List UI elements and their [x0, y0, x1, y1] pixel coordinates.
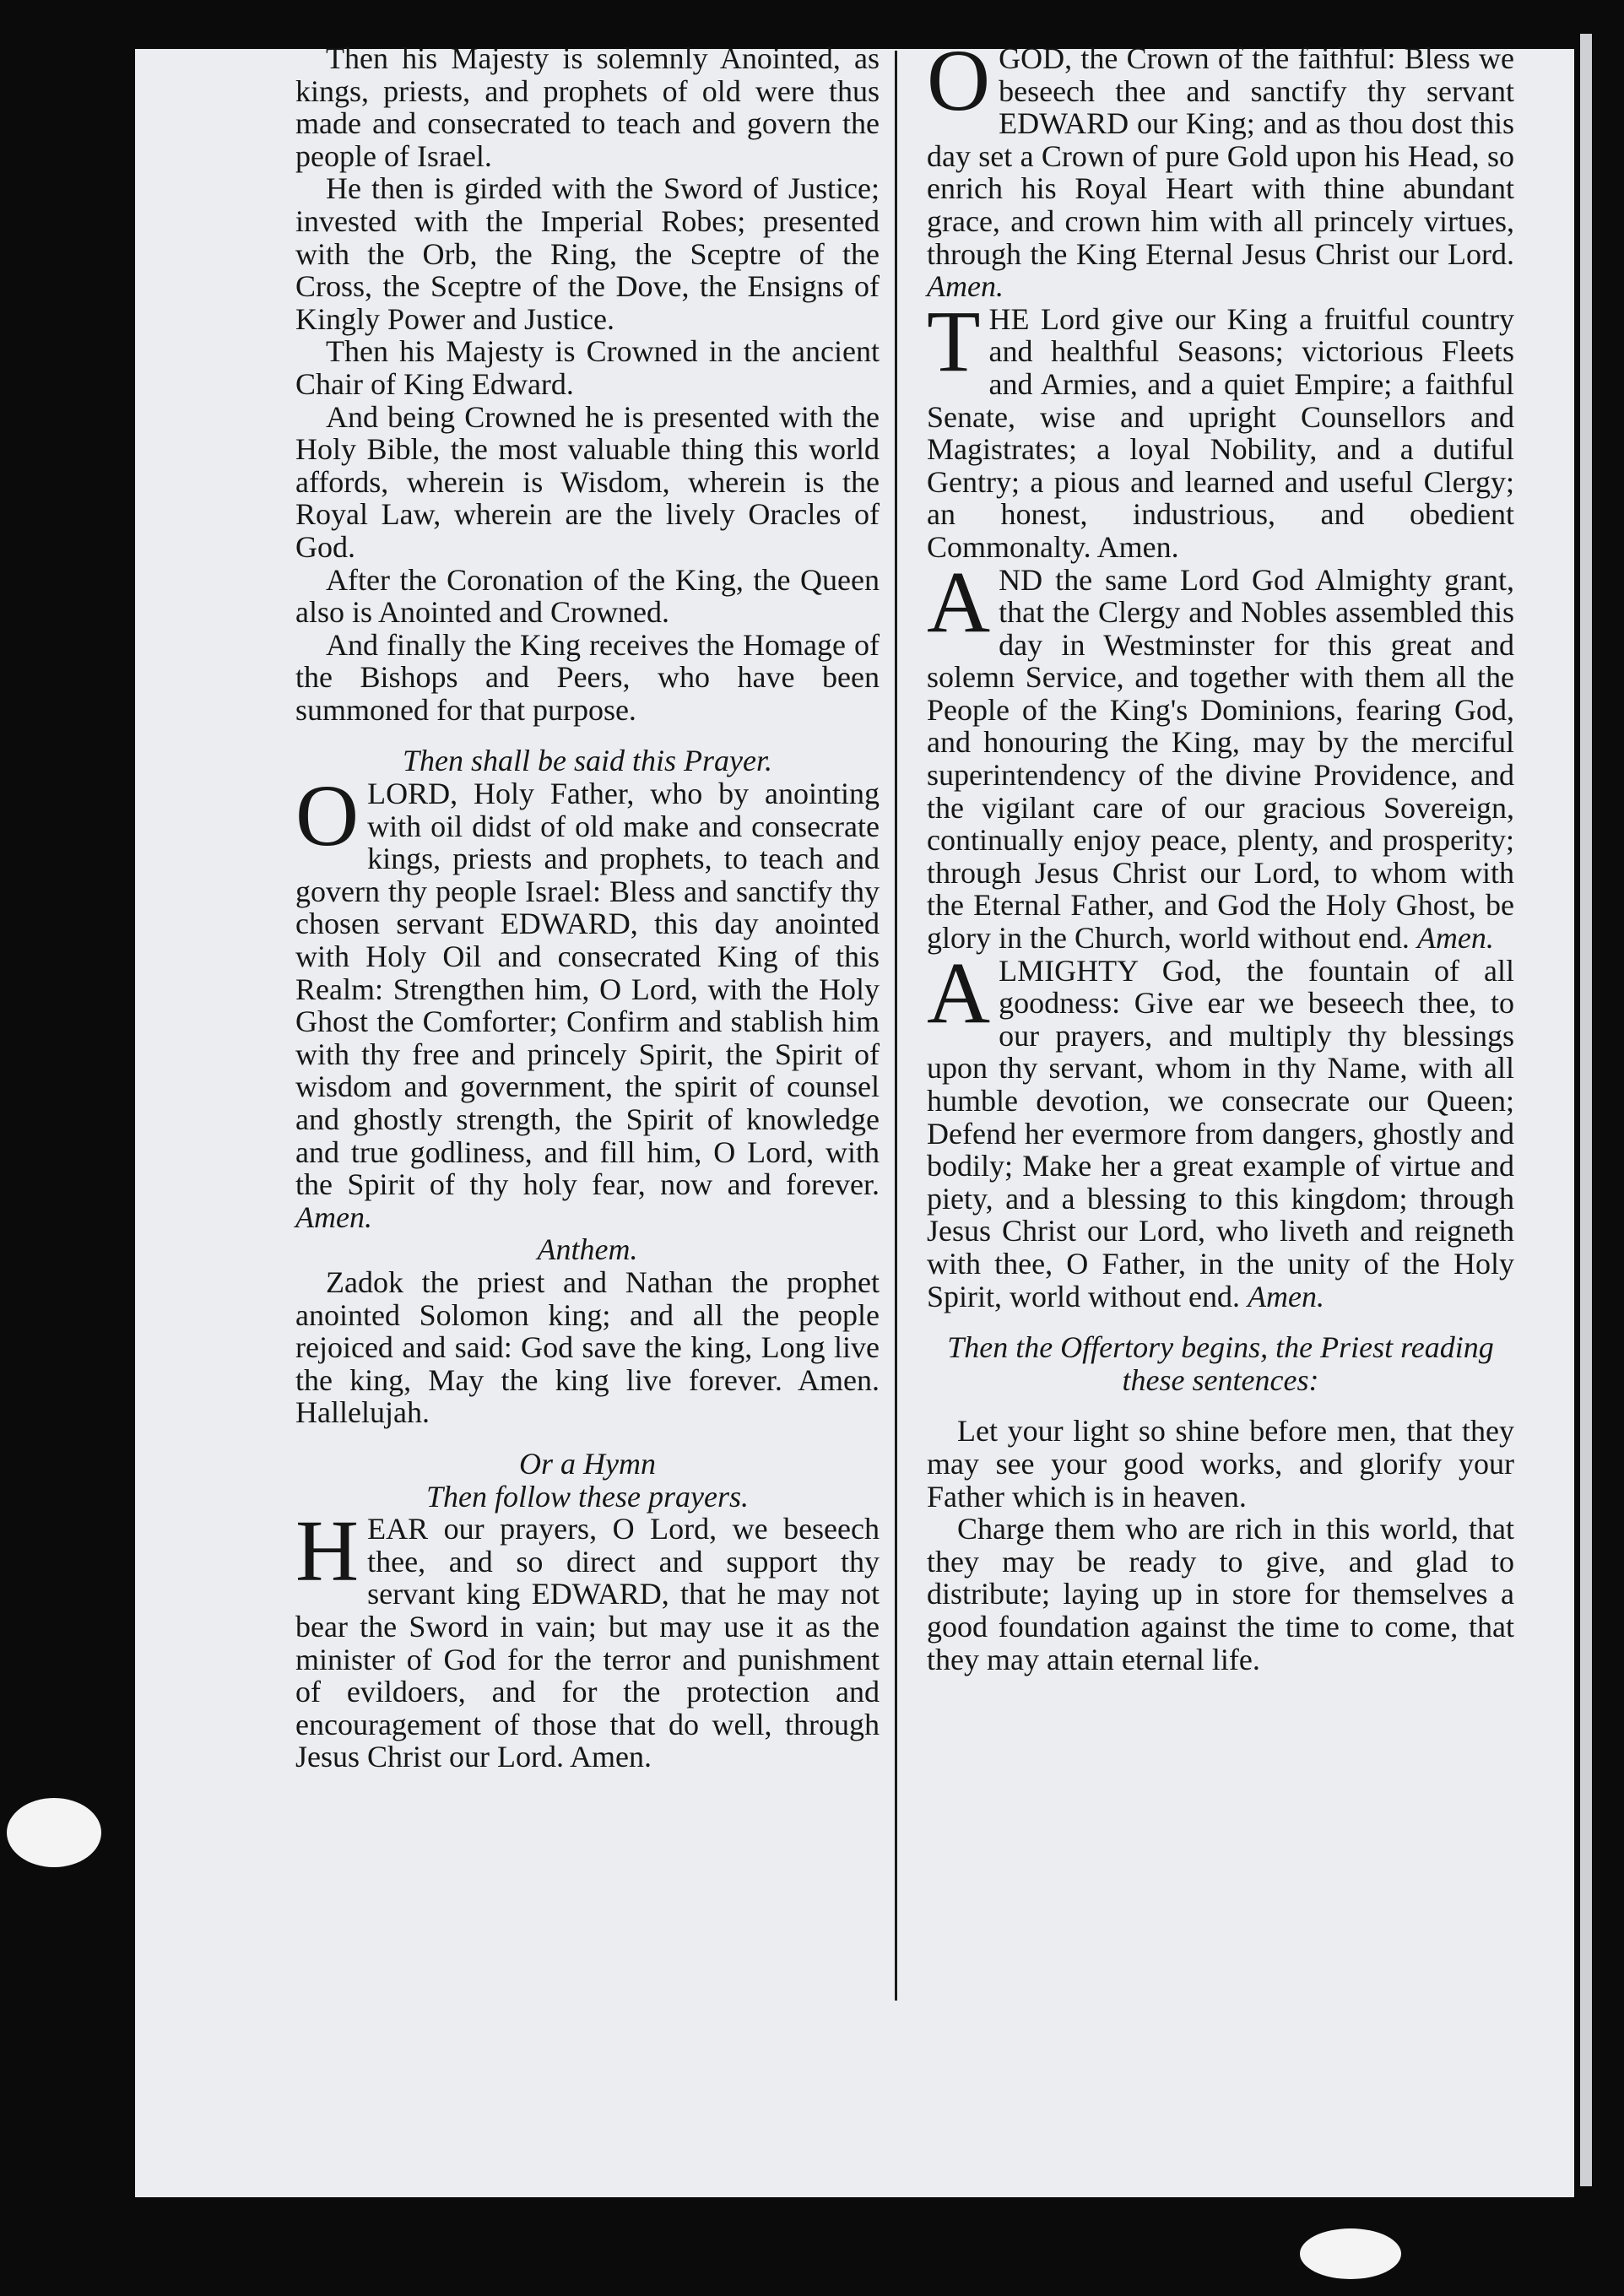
drop-cap: H [295, 1503, 360, 1600]
prayer-body: EAR our prayers, O Lord, we beseech thee, and so direct and support thy servant king EDWARD, that he may not bear the Sword in vain; but may use it as the minister of God for the terror and punishment of evildoers, and for the protection and encouragement of those that do well, through Jesus Christ our Lord. Amen. [295, 1512, 880, 1774]
light-sentence: Let your light so shine before men, that they may see your good works, and glorify your Father which is in heaven. [927, 1414, 1514, 1514]
offertory-rubric: Then the Offertory begins, the Priest reading these sentences: [947, 1330, 1494, 1397]
hear-prayer [295, 1503, 880, 1774]
adjacent-page-edge [1580, 34, 1592, 2186]
queen-paragraph: After the Coronation of the King, the Queen also is Anointed and Crowned. [295, 562, 880, 630]
charge-sentence: Charge them who are rich in this world, that they may be ready to give, and glad to distribute; laying up in store for themselves a good foundation against the time to come, that they may attain eternal life. [927, 1512, 1514, 1676]
prayer-body: ND the same Lord God Almighty grant, that the Clergy and Nobles assembled this day in Westminster for this great and solemn Service, and together with them all the People of the King's Dominions, fearing God, and honouring the King, may by the merciful superintendency of the divine Providence, and the vigilant care of our gracious Sovereign, continually enjoy peace, plenty, and prosperity; through Jesus Christ our Lord, to whom with the Eternal Father, and God the Holy Ghost, be glory in the Church, world without end. [927, 562, 1514, 956]
column-divider [895, 51, 897, 2001]
scan-artifact-blot [7, 1798, 101, 1867]
anthem-heading: Anthem. [537, 1232, 638, 1267]
anthem-paragraph: Zadok the priest and Nathan the prophet anointed Solomon king; and all the people rejoiced and said: God save the king, Long live the king, May the king live forever. Amen. Hallelujah. [295, 1264, 880, 1430]
prayer-body: HE Lord give our King a fruitful country and healthful Seasons; victorious Fleets and Armies, and a quiet Empire; a faithful Senate, wise and upright Counsellors and Magistrates; a loyal Nobility, and a dutiful Gentry; a pious and learned and useful Clergy; an honest, industrious, and obedient Commonalty. Amen. [927, 301, 1514, 564]
queen-prayer [927, 944, 1514, 1313]
amen-label: Amen. [927, 269, 1004, 304]
amen-label: Amen. [295, 1199, 372, 1234]
fruitful-country-prayer [927, 292, 1514, 564]
homage-paragraph: And finally the King receives the Homage of the Bishops and Peers, who have been summoned for that purpose. [295, 627, 880, 727]
rubric-prayer: Then shall be said this Prayer. [403, 744, 772, 778]
holy-father-prayer [295, 767, 880, 1234]
scan-artifact-blot [1300, 2228, 1401, 2279]
anointing-paragraph: Then his Majesty is solemnly Anointed, as kings, priests, and prophets of old were thus made and consecrated to teach and govern the people of Israel. [295, 41, 880, 173]
or-hymn-rubric: Or a Hymn [519, 1446, 656, 1481]
prayer-body: LMIGHTY God, the fountain of all goodness: Give ear we beseech thee, to our prayers, and multiply thy blessings upon thy servant, whom in thy Name, with all humble devotion, we consecrate our Queen; Defend her evermore from dangers, ghostly and bodily; Make her a great example of virtue and piety, and a blessing to this kingdom; through Jesus Christ our Lord, who liveth and reigneth with thee, O Father, in the unity of the Holy Spirit, world without end. [927, 953, 1514, 1313]
amen-label: Amen. [1248, 1279, 1324, 1313]
right-column [927, 32, 1514, 1676]
left-column [295, 42, 880, 1773]
drop-cap: A [927, 944, 991, 1042]
drop-cap: A [927, 553, 991, 651]
prayer-body: LORD, Holy Father, who by anointing with oil didst of old make and consecrate kings, priests and prophets, to teach and govern thy people Israel: Bless and sanctify thy chosen servant EDWARD, this day anointed with Holy Oil and consecrated King of this Realm: Strengthen him, O Lord, with the Holy Ghost the Comforter; Confirm and stablish him with thy free and princely Spirit, the Spirit of wisdom and government, the spirit of counsel and ghostly strength, the Spirit of knowledge and true godliness, and fill him, O Lord, with the Spirit of thy holy fear, now and forever. [295, 777, 880, 1202]
amen-label: Amen. [1416, 921, 1494, 956]
girding-paragraph: He then is girded with the Sword of Justice; invested with the Imperial Robes; presented with the Orb, the Ring, the Sceptre of the Cross, the Sceptre of the Dove, the Ensigns of Kingly Power and Justice. [295, 171, 880, 336]
westminster-prayer [927, 553, 1514, 956]
crowning-paragraph: Then his Majesty is Crowned in the ancient Chair of King Edward. [295, 334, 880, 401]
drop-cap: T [927, 292, 981, 390]
drop-cap: O [295, 767, 360, 865]
bible-paragraph: And being Crowned he is presented with the Holy Bible, the most valuable thing this world affords, wherein is Wisdom, wherein is the Royal Law, wherein are the lively Oracles of God. [295, 399, 880, 564]
drop-cap: O [927, 32, 991, 129]
follow-prayers-rubric: Then follow these prayers. [426, 1479, 749, 1514]
prayer-body: GOD, the Crown of the faithful: Bless we beseech thee and sanctify thy servant EDWARD our King; and as thou dost this day set a Crown of pure Gold upon his Head, so enrich his Royal Heart with thine abundant grace, and crown him with all princely virtues, through the King Eternal Jesus Christ our Lord. [927, 41, 1514, 271]
crown-prayer [927, 32, 1514, 304]
